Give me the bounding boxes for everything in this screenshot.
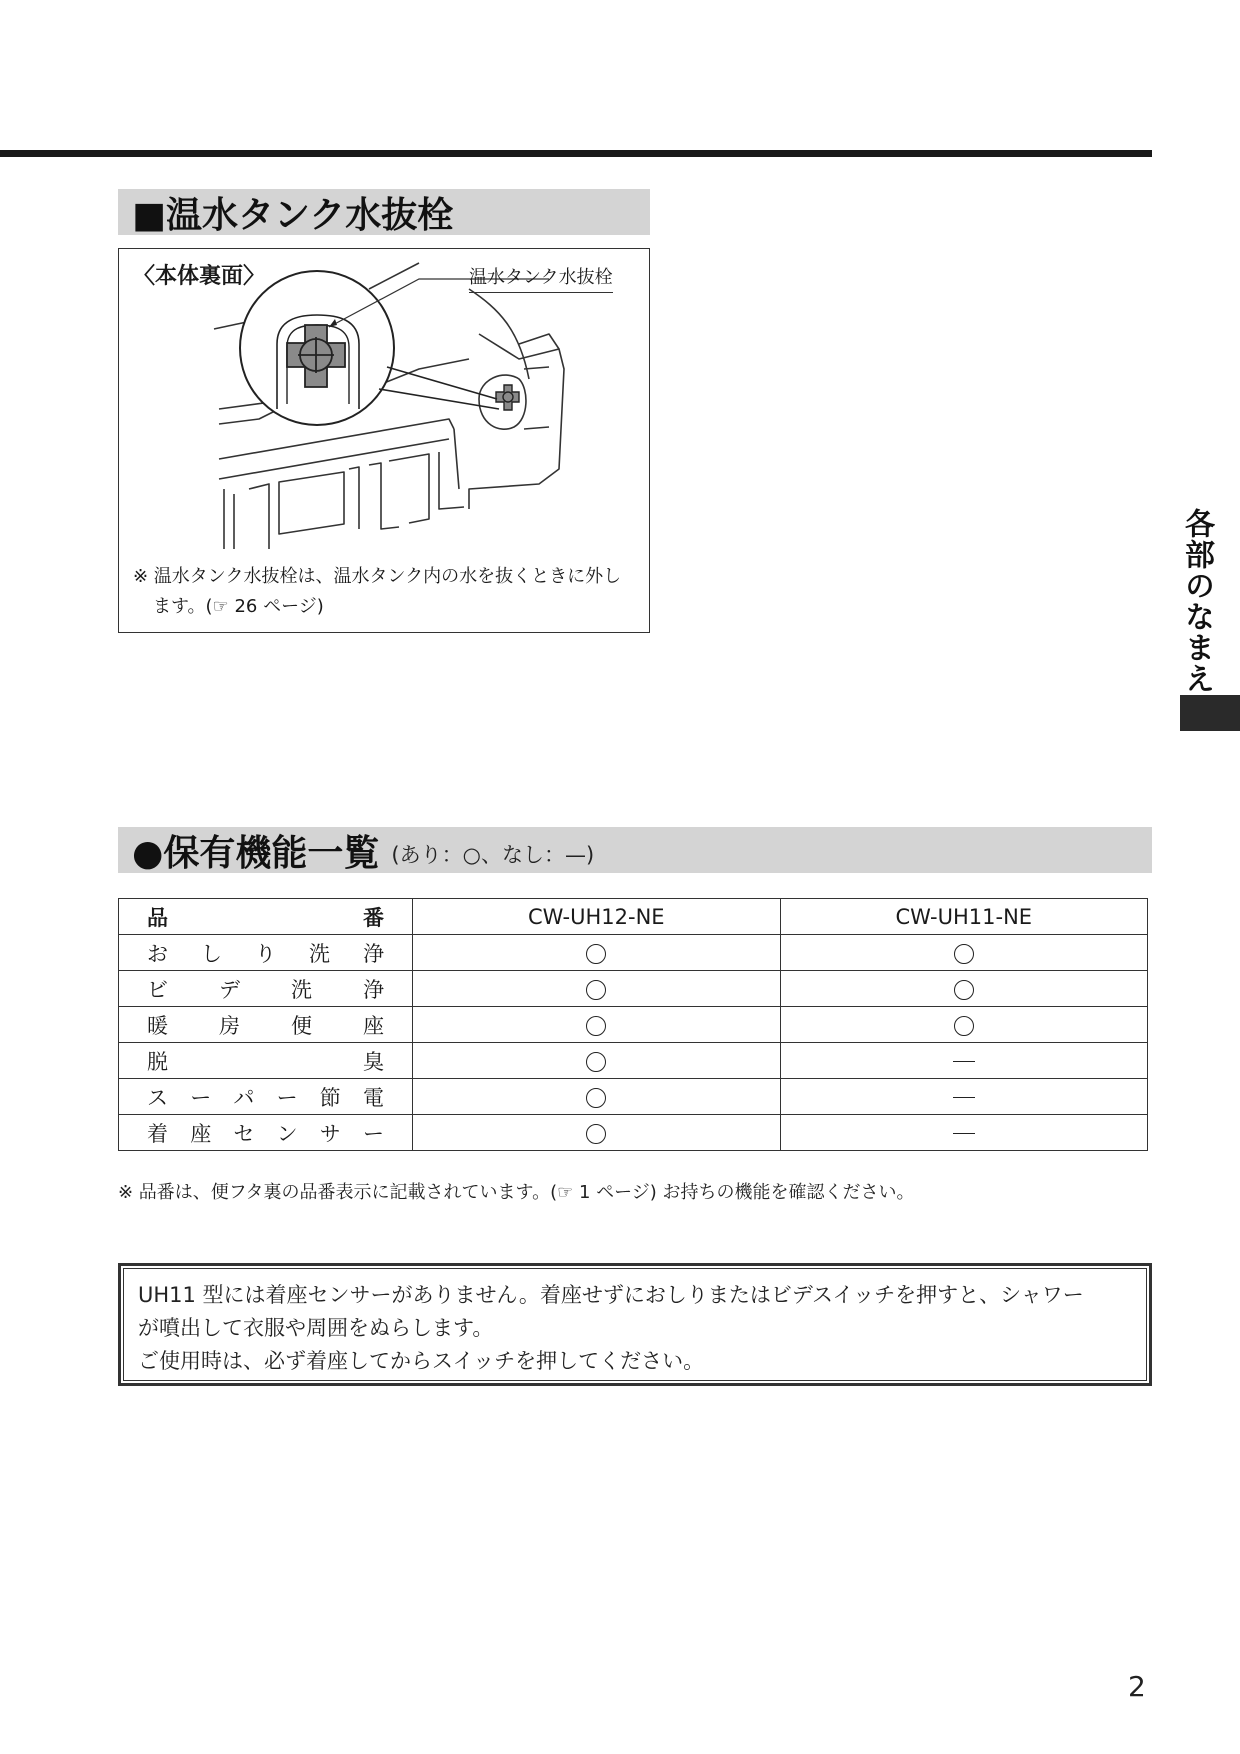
feature-value-cell xyxy=(780,935,1148,971)
feature-name-char: 浄 xyxy=(363,941,384,966)
feature-value-cell xyxy=(413,971,781,1007)
feature-name-cell xyxy=(119,1079,413,1115)
feature-name-char: 浄 xyxy=(363,977,384,1002)
features-legend: (あり：○、なし：—) xyxy=(391,843,595,867)
feature-name-char: サ xyxy=(319,1121,341,1146)
available-circle-mark xyxy=(586,1124,606,1144)
warning-line: ご使用時は、必ず着座してからスイッチを押してください。 xyxy=(138,1349,705,1373)
feature-name-cell xyxy=(119,1043,413,1079)
header-label-left: 品 xyxy=(147,905,168,930)
feature-value-cell xyxy=(780,1043,1148,1079)
side-tab-label: 各部のなまえ xyxy=(1179,508,1214,694)
unavailable-dash-mark xyxy=(953,1061,975,1062)
tank-section-heading xyxy=(118,189,650,235)
feature-name-char: 着 xyxy=(147,1121,168,1146)
features-section-title: ●保有機能一覧 xyxy=(132,832,380,874)
small-drain-plug xyxy=(496,385,519,410)
feature-name-char: セ xyxy=(233,1121,255,1146)
table-row xyxy=(119,1079,1148,1115)
available-circle-mark xyxy=(586,1052,606,1072)
model-column-header: CW-UH11-NE xyxy=(780,899,1148,935)
feature-name-char: ー xyxy=(362,1121,384,1146)
warning-box xyxy=(118,1263,1152,1386)
feature-name-char: 脱 xyxy=(147,1049,168,1074)
feature-name-char: 節 xyxy=(319,1085,341,1110)
warning-line: UH11 型には着座センサーがありません。着座せずにおしりまたはビデスイッチを押すと、シャワー xyxy=(138,1283,1084,1307)
features-table xyxy=(118,898,1148,1151)
feature-name-char: し xyxy=(201,941,222,966)
page-number: 2 xyxy=(1128,1670,1146,1703)
feature-value-cell xyxy=(413,935,781,971)
feature-value-cell xyxy=(413,1115,781,1151)
feature-name-char: 座 xyxy=(190,1121,212,1146)
available-circle-mark xyxy=(954,980,974,1000)
available-circle-mark xyxy=(586,980,606,1000)
feature-name-char: お xyxy=(147,941,168,966)
tank-figure-box xyxy=(118,248,650,633)
feature-name-char: ー xyxy=(190,1085,212,1110)
table-row xyxy=(119,1115,1148,1151)
feature-value-cell xyxy=(780,1079,1148,1115)
tank-section-title: ■温水タンク水抜栓 xyxy=(132,194,454,236)
available-circle-mark xyxy=(586,944,606,964)
unavailable-dash-mark xyxy=(953,1133,975,1134)
feature-value-cell xyxy=(413,1043,781,1079)
unavailable-dash-mark xyxy=(953,1097,975,1098)
available-circle-mark xyxy=(954,1016,974,1036)
feature-value-cell xyxy=(780,1115,1148,1151)
feature-name-cell xyxy=(119,971,413,1007)
feature-name-char: 房 xyxy=(219,1013,240,1038)
feature-name-char: ビ xyxy=(147,977,168,1002)
table-row xyxy=(119,1007,1148,1043)
feature-name-cell xyxy=(119,1115,413,1151)
feature-value-cell xyxy=(413,1079,781,1115)
table-header-row xyxy=(119,899,1148,935)
available-circle-mark xyxy=(586,1088,606,1108)
feature-name-char: 電 xyxy=(362,1085,384,1110)
feature-name-char: 洗 xyxy=(291,977,312,1002)
feature-name-char: ー xyxy=(276,1085,298,1110)
feature-name-cell xyxy=(119,935,413,971)
top-rule xyxy=(0,150,1152,157)
feature-name-char: 暖 xyxy=(147,1013,168,1038)
side-tab-marker xyxy=(1180,695,1240,731)
feature-name-char: 臭 xyxy=(363,1049,384,1074)
model-header-cell xyxy=(119,899,413,935)
available-circle-mark xyxy=(954,944,974,964)
feature-name-char: 座 xyxy=(363,1013,384,1038)
feature-name-char: り xyxy=(255,941,276,966)
feature-value-cell xyxy=(413,1007,781,1043)
callout-label: 温水タンク水抜栓 xyxy=(469,263,613,293)
feature-name-char: パ xyxy=(233,1085,255,1110)
feature-name-char: 洗 xyxy=(309,941,330,966)
features-footnote: ※ 品番は、便フタ裏の品番表示に記載されています。(☞ 1 ページ) お持ちの機能を確認ください。 xyxy=(118,1182,915,1203)
header-label-right: 番 xyxy=(363,905,384,930)
available-circle-mark xyxy=(586,1016,606,1036)
model-column-header: CW-UH12-NE xyxy=(413,899,781,935)
features-section-heading xyxy=(118,827,1152,873)
feature-value-cell xyxy=(780,971,1148,1007)
feature-name-char: 便 xyxy=(291,1013,312,1038)
feature-name-char: デ xyxy=(219,977,240,1002)
table-row xyxy=(119,935,1148,971)
feature-name-char: ン xyxy=(276,1121,298,1146)
feature-name-cell xyxy=(119,1007,413,1043)
view-label: 〈本体裏面〉 xyxy=(133,264,266,289)
table-row xyxy=(119,1043,1148,1079)
feature-value-cell xyxy=(780,1007,1148,1043)
feature-name-char: ス xyxy=(147,1085,168,1110)
table-row xyxy=(119,971,1148,1007)
tank-note: ※ 温水タンク水抜栓は、温水タンク内の水を抜くときに外します。(☞ 26 ページ) xyxy=(133,566,622,617)
warning-line: が噴出して衣服や周囲をぬらします。 xyxy=(138,1316,494,1340)
